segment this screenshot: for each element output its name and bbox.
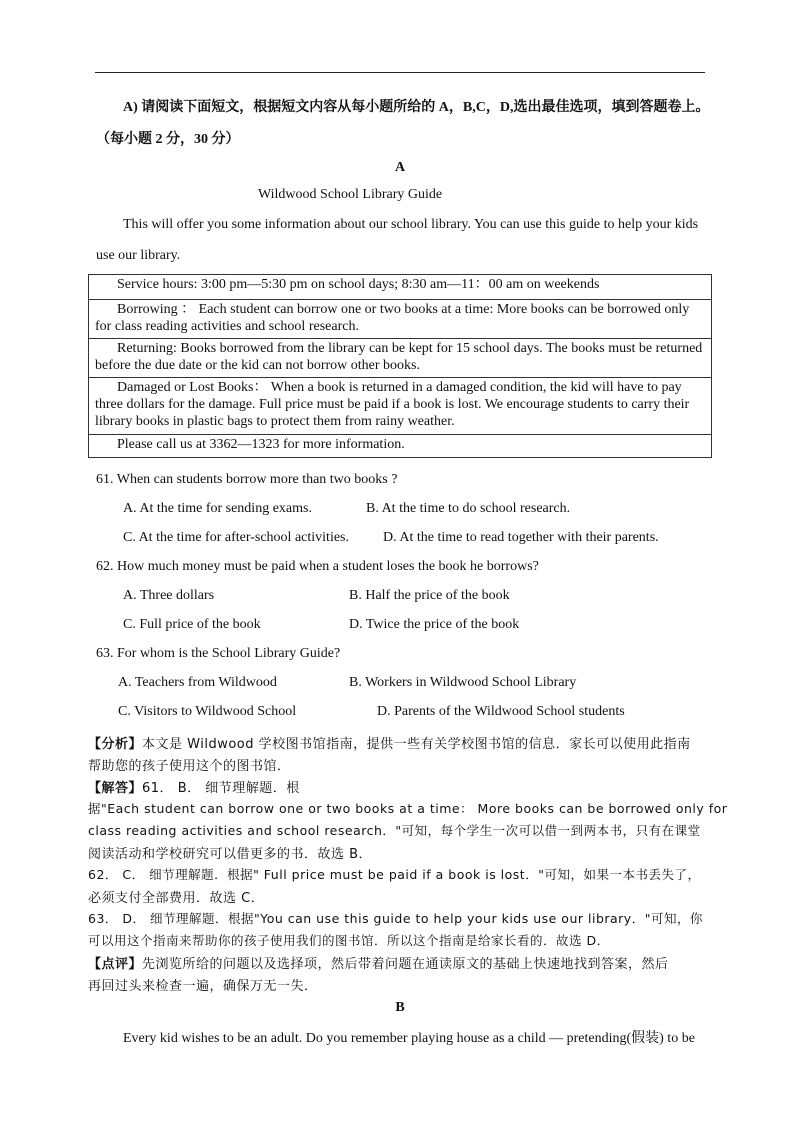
- question-62-option-d: D. Twice the price of the book: [349, 617, 520, 632]
- answer-63-line1: 63． D． 细节理解题．根据"You can use this guide to help your kids use our library．"可知，你: [88, 911, 703, 926]
- table-row: [89, 275, 712, 300]
- question-62-stem: 62. How much money must be paid when a student loses the book he borrows?: [96, 559, 539, 574]
- analysis-line3: [88, 777, 300, 796]
- table-row: [89, 300, 712, 339]
- answer-62-line1: 62． C． 细节理解题．根据" Full price must be paid if a book is lost．"可知，如果一本书丢失了，: [88, 867, 701, 882]
- damaged-lost-text: Damaged or Lost Books： When a book is returned in a damaged condition, the kid will have to pay three dollars for the damage. Full price must be paid if a book is lost. We encourage students to carry their library books in plastic bags to protect them from rainy weather.: [95, 380, 690, 429]
- question-61-option-b: B. At the time to do school research.: [366, 501, 571, 516]
- dianping-text-line1: 先浏览所给的问题以及选择项，然后带着问题在通读原文的基础上快速地找到答案，然后: [142, 957, 669, 972]
- table-row: [89, 339, 712, 378]
- question-61-option-c: C. At the time for after-school activities.: [123, 530, 349, 545]
- table-row: [89, 378, 712, 435]
- contact-text: Please call us at 3362—1323 for more information.: [117, 437, 405, 452]
- fenxi-text-line2: 帮助您的孩子使用这个的图书馆．: [88, 759, 291, 774]
- passage-a-title: Wildwood School Library Guide: [258, 187, 443, 202]
- question-61-option-a: A. At the time for sending exams.: [123, 501, 312, 516]
- passage-a-letter: A: [394, 160, 406, 175]
- passage-a-intro-line1: This will offer you some information about our school library. You can use this guide to help your kids: [123, 217, 699, 232]
- question-63-option-c: C. Visitors to Wildwood School: [118, 704, 297, 719]
- question-62-option-a: A. Three dollars: [123, 588, 215, 603]
- jieda-text-line4: 阅读活动和学校研究可以借更多的书．故选 B．: [88, 847, 373, 862]
- library-guide-table: [88, 274, 712, 458]
- jieda-text-line3: class reading activities and school research．"可知，每个学生一次可以借一到两本书，只有在课堂: [88, 823, 701, 838]
- dianping-tag: 【点评】: [88, 957, 143, 972]
- question-61-option-d: D. At the time to read together with their parents.: [383, 530, 659, 545]
- question-63-option-b: B. Workers in Wildwood School Library: [349, 675, 577, 690]
- analysis-line11: [88, 953, 669, 972]
- borrowing-text: Borrowing ： Each student can borrow one or two books at a time: More books can be borrowed only for class reading activities and school research.: [95, 302, 690, 334]
- instruction-line1: A) 请阅读下面短文，根据短文内容从每小题所给的 A，B,C，D,选出最佳选项，填到答题卷上。: [123, 100, 710, 115]
- question-63-stem: 63. For whom is the School Library Guide?: [96, 646, 341, 661]
- passage-b-letter: B: [395, 1000, 405, 1015]
- question-62-option-c: C. Full price of the book: [123, 617, 261, 632]
- table-row: [89, 435, 712, 458]
- passage-a-intro-line2: use our library.: [96, 248, 181, 263]
- passage-b-line1: Every kid wishes to be an adult. Do you remember playing house as a child — pretending(假装) to be: [123, 1031, 695, 1046]
- question-61-stem: 61. When can students borrow more than two books ?: [96, 472, 398, 487]
- jieda-tag: 【解答】: [88, 781, 143, 796]
- answer-63-line2: 可以用这个指南来帮助你的孩子使用我们的图书馆．所以这个指南是给家长看的．故选 D．: [88, 933, 610, 948]
- answer-62-line2: 必须支付全部费用．故选 C．: [88, 891, 265, 906]
- instruction-line2: （每小题 2 分，30 分）: [96, 132, 240, 147]
- question-63-option-a: A. Teachers from Wildwood: [118, 675, 277, 690]
- fenxi-tag: 【分析】: [88, 737, 143, 752]
- question-63-option-d: D. Parents of the Wildwood School students: [377, 704, 625, 719]
- dianping-text-line2: 再回过头来检查一遍，确保万无一失．: [88, 979, 318, 994]
- jieda-text-line1: 61． B． 细节理解题．根: [142, 781, 300, 796]
- question-62-option-b: B. Half the price of the book: [349, 588, 510, 603]
- fenxi-text-line1: 本文是 Wildwood 学校图书馆指南，提供一些有关学校图书馆的信息．家长可以使用此指南: [142, 737, 691, 752]
- analysis-line1: [88, 733, 691, 752]
- header-rule: [95, 72, 705, 73]
- returning-text: Returning: Books borrowed from the library can be kept for 15 school days. The books must be returned before the due date or the kid can not borrow other books.: [95, 341, 703, 373]
- service-hours-text: Service hours: 3:00 pm—5:30 pm on school days; 8:30 am—11：00 am on weekends: [117, 277, 600, 292]
- jieda-text-line2: 据"Each student can borrow one or two books at a time： More books can be borrowed only for: [88, 801, 728, 816]
